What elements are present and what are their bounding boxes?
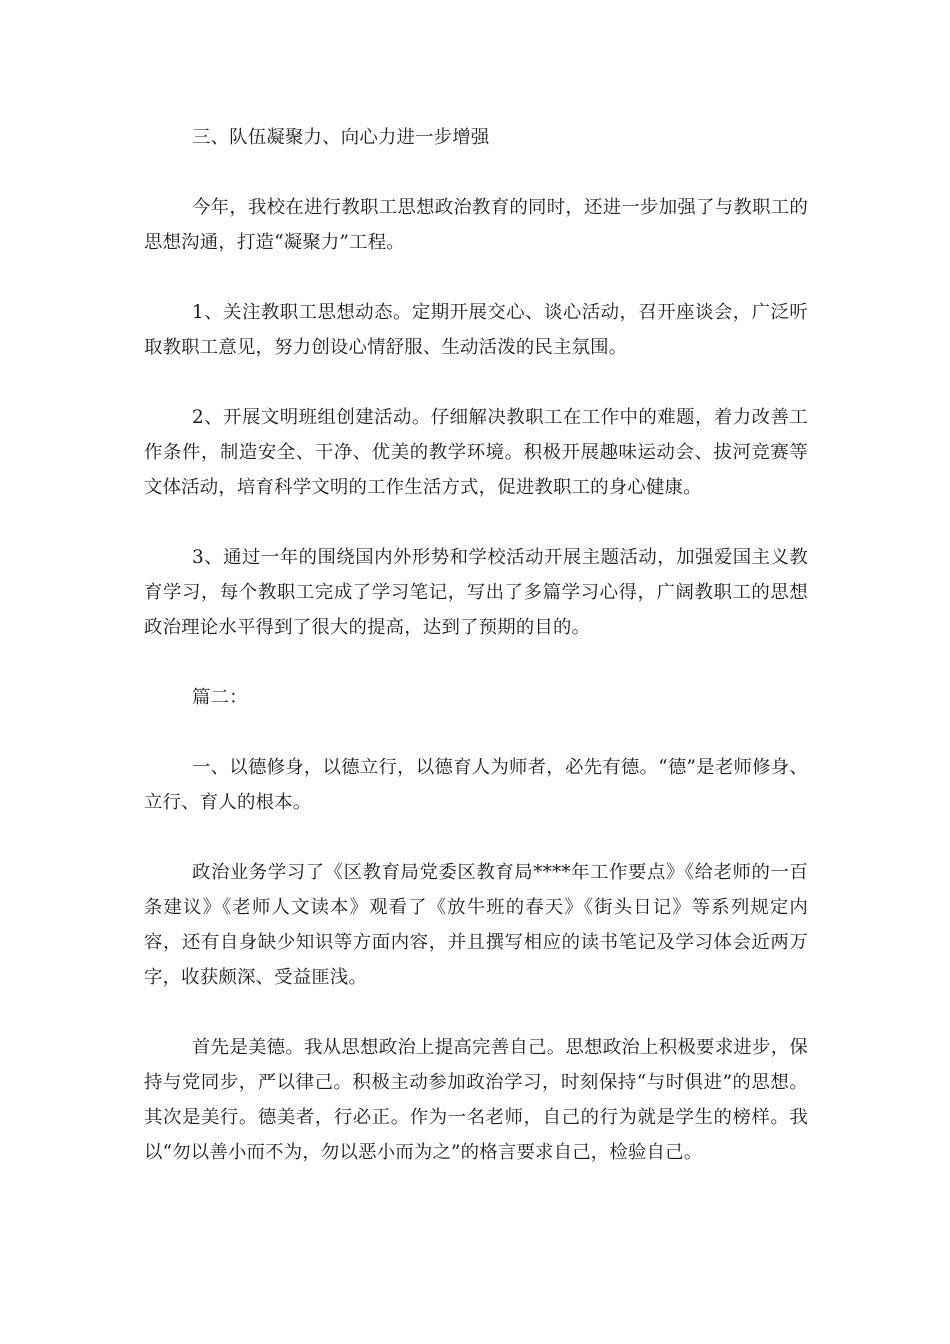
paragraph-study: 政治业务学习了《区教育局党委区教育局****年工作要点》《给老师的一百条建议》《老师人文读本》观看了《放牛班的春天》《街头日记》等系列规定内容，还有自身缺少知识等方面内容，并且撰写相应的读书笔记及学习体会近两万字，收获颇深、受益匪浅。 [144, 862, 808, 988]
paragraph-virtue: 一、以德修身，以德立行，以德育人为师者，必先有德。“德”是老师修身、立行、育人的根本。 [144, 757, 808, 813]
document-body [144, 120, 808, 1170]
paragraph-morality: 首先是美德。我从思想政治上提高完善自己。思想政治上积极要求进步，保持与党同步，严以律己。积极主动参加政治学习，时刻保持“与时俱进”的思想。其次是美行。德美者，行必正。作为一名老师，自己的行为就是学生的榜样。我以“勿以善小而不为，勿以恶小而为之”的格言要求自己，检验自己。 [144, 1037, 808, 1163]
paragraph-item-3: 3、通过一年的围绕国内外形势和学校活动开展主题活动，加强爱国主义教育学习，每个教职工完成了学习笔记，写出了多篇学习心得，广阔教职工的思想政治理论水平得到了很大的提高，达到了预期的目的。 [144, 547, 808, 638]
section-heading-cohesion: 三、队伍凝聚力、向心力进一步增强 [192, 127, 490, 148]
section-heading-part-two: 篇二： [192, 687, 248, 708]
paragraph-item-2: 2、开展文明班组创建活动。仔细解决教职工在工作中的难题，着力改善工作条件，制造安全、干净、优美的教学环境。积极开展趣味运动会、拔河竞赛等文体活动，培育科学文明的工作生活方式，促进教职工的身心健康。 [144, 407, 808, 498]
paragraph-item-1: 1、关注教职工思想动态。定期开展交心、谈心活动，召开座谈会，广泛听取教职工意见，努力创设心情舒服、生动活泼的民主氛围。 [144, 302, 808, 358]
paragraph-intro: 今年，我校在进行教职工思想政治教育的同时，还进一步加强了与教职工的思想沟通，打造“凝聚力”工程。 [144, 197, 808, 253]
